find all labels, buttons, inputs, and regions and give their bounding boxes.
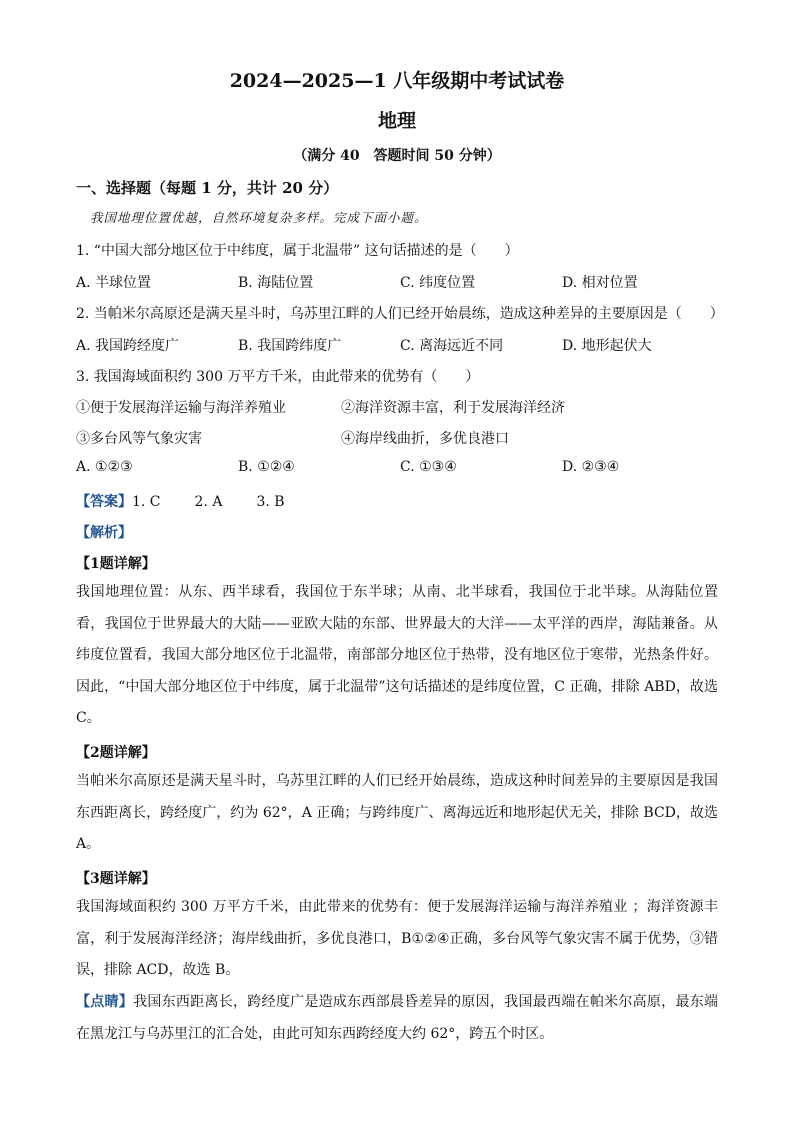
analysis-q3-text: 我国海域面积约 300 万平方千米，由此带来的优势有：便于发展海洋运输与海洋养殖业 ；海洋资源丰富，利于发展海洋经济；海岸线曲折，多优良港口，B①②④正确，多台风等气象灾害不属于优势，③错误，排除 ACD，故选 B。: [76, 899, 718, 978]
answer-3: 3. B: [256, 494, 285, 510]
question-2-option-d: D. 地形起伏大: [562, 338, 652, 354]
question-3-stem: 3. 我国海域面积约 300 万平方千米，由此带来的优势有（ ）: [76, 369, 480, 385]
question-1-option-b: B. 海陆位置: [238, 275, 314, 291]
question-2-stem: 2. 当帕米尔高原还是满天星斗时，乌苏里江畔的人们已经开始晨练，造成这种差异的主要原因是（ ）: [76, 306, 724, 322]
question-1-option-d: D. 相对位置: [562, 275, 638, 291]
answer-1: 1. C: [132, 494, 161, 510]
question-2-option-c: C. 离海远近不同: [400, 338, 504, 354]
tip-label: 【点睛】: [76, 994, 134, 1010]
analysis-label: 【解析】: [76, 525, 132, 541]
analysis-q1-text: 我国地理位置：从东、西半球看，我国位于东半球；从南、北半球看，我国位于北半球。从海陆位置看，我国位于世界最大的大陆——亚欧大陆的东部、世界最大的大洋——太平洋的西岸，海陆兼备。从纬度位置看，我国大部分地区位于北温带，南部部分地区位于热带，没有地区位于寒带，光热条件好。因此，“中国大部分地区位于中纬度，属于北温带”这句话描述的是纬度位置，C 正确，排除 ABD，故选 C。: [76, 584, 718, 726]
question-3-item-3: ③多台风等气象灾害: [76, 431, 202, 447]
question-2-option-b: B. 我国跨纬度广: [238, 338, 342, 354]
question-3-item-1: ①便于发展海洋运输与海洋养殖业: [76, 400, 286, 416]
question-3-option-c: C. ①③④: [400, 459, 457, 475]
subject-title: 地理: [377, 110, 416, 132]
question-3-item-4: ④海岸线曲折，多优良港口: [341, 431, 509, 447]
question-3-option-b: B. ①②④: [238, 459, 295, 475]
analysis-q1-title: 【1题详解】: [76, 556, 156, 572]
question-3-option-a: A. ①②③: [76, 459, 133, 475]
tip-text: 我国东西距离长，跨经度广是造成东西部晨昏差异的原因，我国最西端在帕米尔高原，最东端在黑龙江与乌苏里江的汇合处，由此可知东西跨经度大约 62°，跨五个时区。: [76, 994, 719, 1042]
section-heading: 一、选择题（每题 1 分，共计 20 分）: [76, 179, 339, 197]
question-1-option-c: C. 纬度位置: [400, 275, 476, 291]
question-3-option-d: D. ②③④: [562, 459, 620, 475]
question-1-stem: 1. “中国大部分地区位于中纬度，属于北温带” 这句话描述的是（ ）: [76, 243, 519, 259]
exam-title: 2024—2025—1 八年级期中考试试卷: [229, 70, 565, 92]
answer-label: 【答案】: [76, 494, 132, 510]
analysis-q2-title: 【2题详解】: [76, 745, 156, 761]
analysis-q3-title: 【3题详解】: [76, 871, 156, 887]
answer-row: [76, 491, 285, 511]
analysis-tip: [76, 987, 718, 1050]
exam-info: （满分 40 答题时间 50 分钟）: [293, 148, 501, 164]
question-3-item-2: ②海洋资源丰富，利于发展海洋经济: [341, 400, 565, 416]
section-intro: 我国地理位置优越，自然环境复杂多样。完成下面小题。: [90, 210, 428, 225]
question-1-option-a: A. 半球位置: [76, 275, 152, 291]
question-2-option-a: A. 我国跨经度广: [76, 338, 180, 354]
answer-2: 2. A: [194, 494, 223, 510]
analysis-q2-text: 当帕米尔高原还是满天星斗时，乌苏里江畔的人们已经开始晨练，造成这种时间差异的主要原因是我国东西距离长，跨经度广，约为 62°，A 正确；与跨纬度广、离海远近和地形起伏无关，排除 BCD，故选 A。: [76, 773, 718, 852]
